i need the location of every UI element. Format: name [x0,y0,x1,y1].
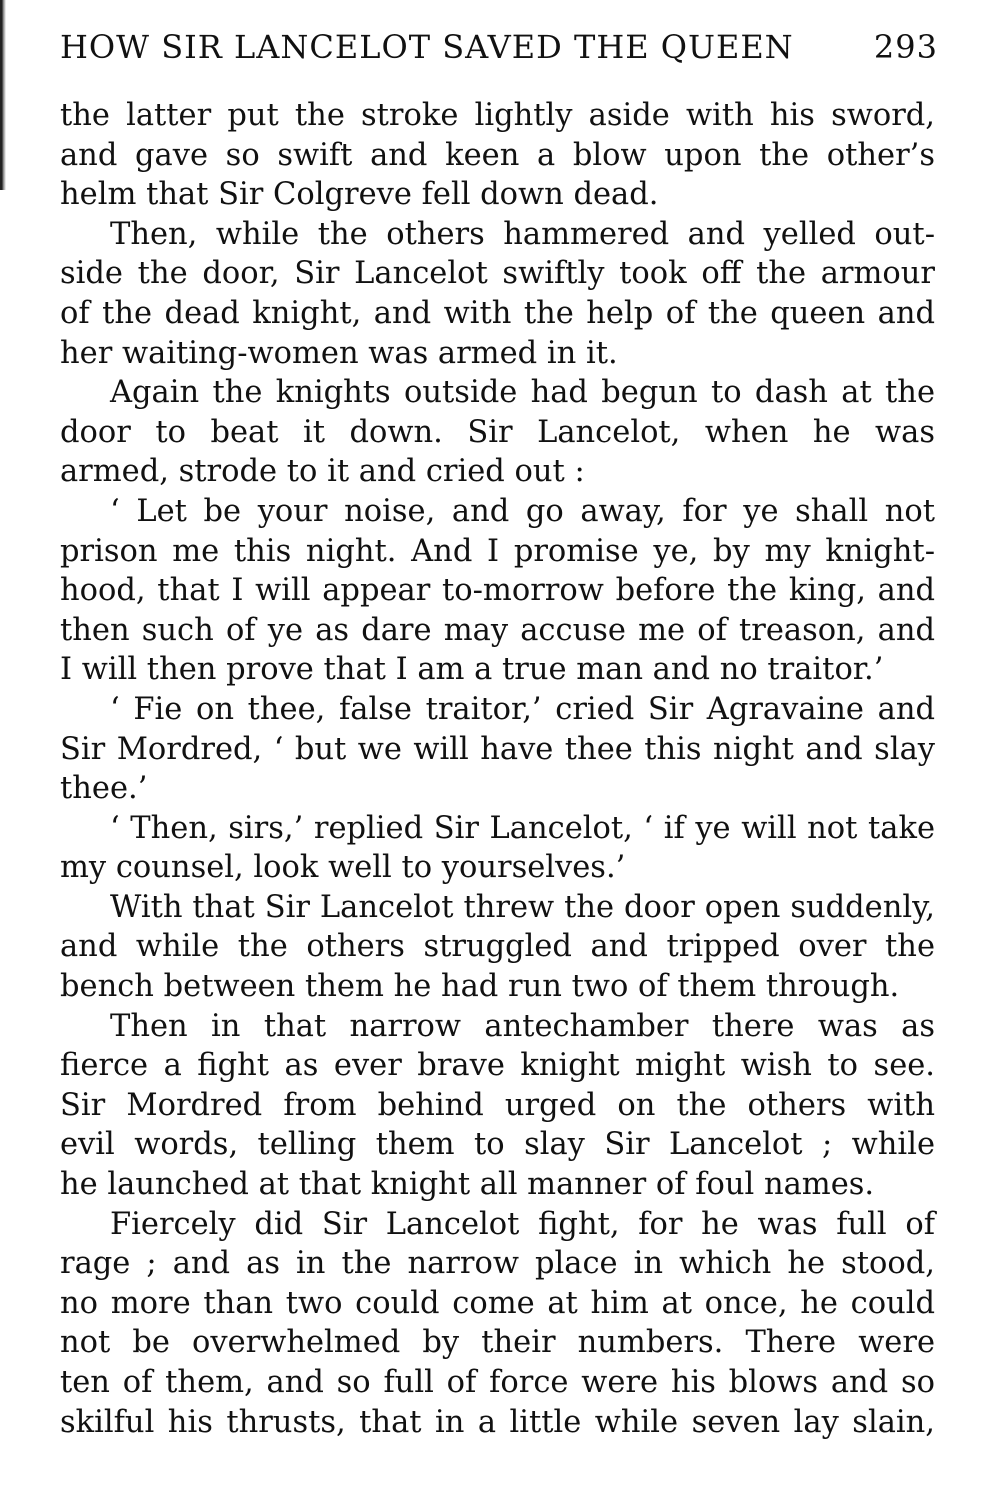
text-line: I will then prove that I am a true man and no traitor.’ [60,652,884,688]
text-line: no more than two could come at him at once, he could [60,1285,935,1321]
text-line: hood, that I will appear to-morrow before the king, and [60,573,935,609]
text-line: evil words, telling them to slay Sir Lancelot ; while [60,1127,935,1163]
text-line: helm that Sir Colgreve fell down dead. [60,177,659,213]
text-line: fierce a fight as ever brave knight might wish to see. [60,1048,935,1084]
text-line: and while the others struggled and tripped over the [60,929,935,965]
text-line: Again the knights outside had begun to dash at the [110,375,935,411]
text-line: ‘ Fie on thee, false traitor,’ cried Sir Agravaine and [110,691,935,727]
text-line: side the door, Sir Lancelot swiftly took off the armour [60,256,935,292]
text-line: Then, while the others hammered and yelled out- [110,216,935,252]
text-line: he launched at that knight all manner of foul names. [60,1167,875,1203]
text-line: and gave so swift and keen a blow upon the other’s [60,137,935,173]
text-line: Then in that narrow antechamber there was as [110,1008,935,1044]
text-line: of the dead knight, and with the help of the queen and [60,295,935,331]
page-number: 293 [873,28,938,66]
running-head [60,28,938,78]
binding-edge [0,0,6,190]
text-line: then such of ye as dare may accuse me of treason, and [60,612,935,648]
text-line: rage ; and as in the narrow place in which he stood, [60,1246,935,1282]
text-line: skilful his thrusts, that in a little while seven lay slain, [60,1404,935,1440]
text-line: ‘ Then, sirs,’ replied Sir Lancelot, ‘ if ye will not take [110,810,935,846]
text-line: my counsel, look well to yourselves.’ [60,850,626,886]
text-line: ‘ Let be your noise, and go away, for ye shall not [110,493,935,529]
text-line: bench between them he had run two of them through. [60,969,900,1005]
text-line: Sir Mordred, ‘ but we will have thee this night and slay [60,731,935,767]
text-line: With that Sir Lancelot threw the door open suddenly, [110,889,935,925]
text-line: Fiercely did Sir Lancelot fight, for he was full of [110,1206,935,1242]
text-line: not be overwhelmed by their numbers. There were [60,1325,935,1361]
text-line: Sir Mordred from behind urged on the others with [60,1087,935,1123]
text-line: her waiting-women was armed in it. [60,335,618,371]
text-line: ten of them, and so full of force were his blows and so [60,1365,935,1400]
text-line: door to beat it down. Sir Lancelot, when he was [60,414,935,450]
text-line: thee.’ [60,771,148,807]
body-text [60,96,935,1442]
chapter-running-title: HOW SIR LANCELOT SAVED THE QUEEN [60,28,794,66]
text-line: armed, strode to it and cried out : [60,454,585,490]
text-line: prison me this night. And I promise ye, by my knight- [60,533,935,569]
text-line: the latter put the stroke lightly aside with his sword, [60,98,935,133]
